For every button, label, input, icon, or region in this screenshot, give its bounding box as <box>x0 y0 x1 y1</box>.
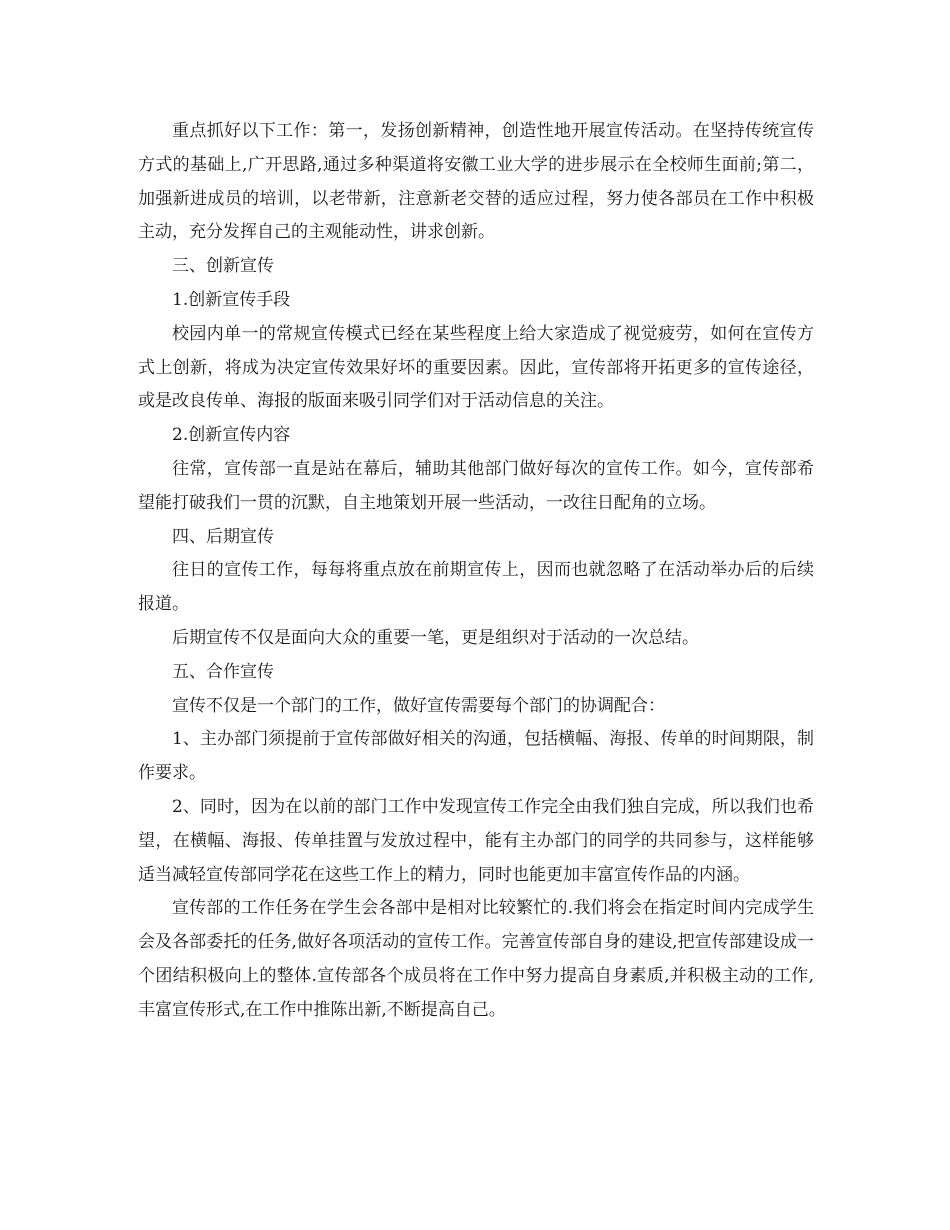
document-body <box>138 115 814 1028</box>
paragraph-cooperation-intro: 宣传不仅是一个部门的工作，做好宣传需要每个部门的协调配合： <box>172 695 665 716</box>
paragraph-post-publicity-2: 后期宣传不仅是面向大众的重要一笔，更是组织对于活动的一次总结。 <box>172 627 699 648</box>
paragraph-innovative-means: 校园内单一的常规宣传模式已经在某些程度上给大家造成了视觉疲劳，如何在宣传方式上创新，将成为决定宣传效果好坏的重要因素。因此，宣传部将开拓更多的宣传途径，或是改良传单、海报的版面来吸引同学们对于活动信息的关注。 <box>138 323 814 412</box>
subheading-innovative-content: 2.创新宣传内容 <box>172 425 291 446</box>
paragraph-post-publicity-1: 往日的宣传工作，每每将重点放在前期宣传上，因而也就忽略了在活动举办后的后续报道。 <box>138 560 814 615</box>
heading-cooperative-publicity: 五、合作宣传 <box>172 661 274 682</box>
list-item-2: 2、同时，因为在以前的部门工作中发现宣传工作完全由我们独自完成，所以我们也希望，在横幅、海报、传单挂置与发放过程中，能有主办部门的同学的共同参与，这样能够适当减轻宣传部同学花在这些工作上的精力，同时也能更加丰富宣传作品的内涵。 <box>138 796 814 885</box>
heading-innovative-publicity: 三、创新宣传 <box>172 256 274 277</box>
paragraph-conclusion: 宣传部的工作任务在学生会各部中是相对比较繁忙的.我们将会在指定时间内完成学生会及各部委托的任务,做好各项活动的宣传工作。完善宣传部自身的建设,把宣传部建设成一个团结积极向上的整体.宣传部各个成员将在工作中努力提高自身素质,并积极主动的工作,丰富宣传形式,在工作中推陈出新,不断提高自己。 <box>138 898 814 1020</box>
list-item-1: 1、主办部门须提前于宣传部做好相关的沟通，包括横幅、海报、传单的时间期限，制作要求。 <box>138 729 814 784</box>
subheading-innovative-means: 1.创新宣传手段 <box>172 289 291 310</box>
paragraph-innovative-content: 往常，宣传部一直是站在幕后，辅助其他部门做好每次的宣传工作。如今，宣传部希望能打破我们一贯的沉默，自主地策划开展一些活动，一改往日配角的立场。 <box>138 458 814 513</box>
heading-post-publicity: 四、后期宣传 <box>172 526 274 547</box>
paragraph-key-work: 重点抓好以下工作：第一，发扬创新精神，创造性地开展宣传活动。在坚持传统宣传方式的基础上,广开思路,通过多种渠道将安徽工业大学的进步展示在全校师生面前;第二，加强新进成员的培训，以老带新，注意新老交替的适应过程，努力使各部员在工作中积极主动，充分发挥自己的主观能动性，讲求创新。 <box>138 121 814 243</box>
